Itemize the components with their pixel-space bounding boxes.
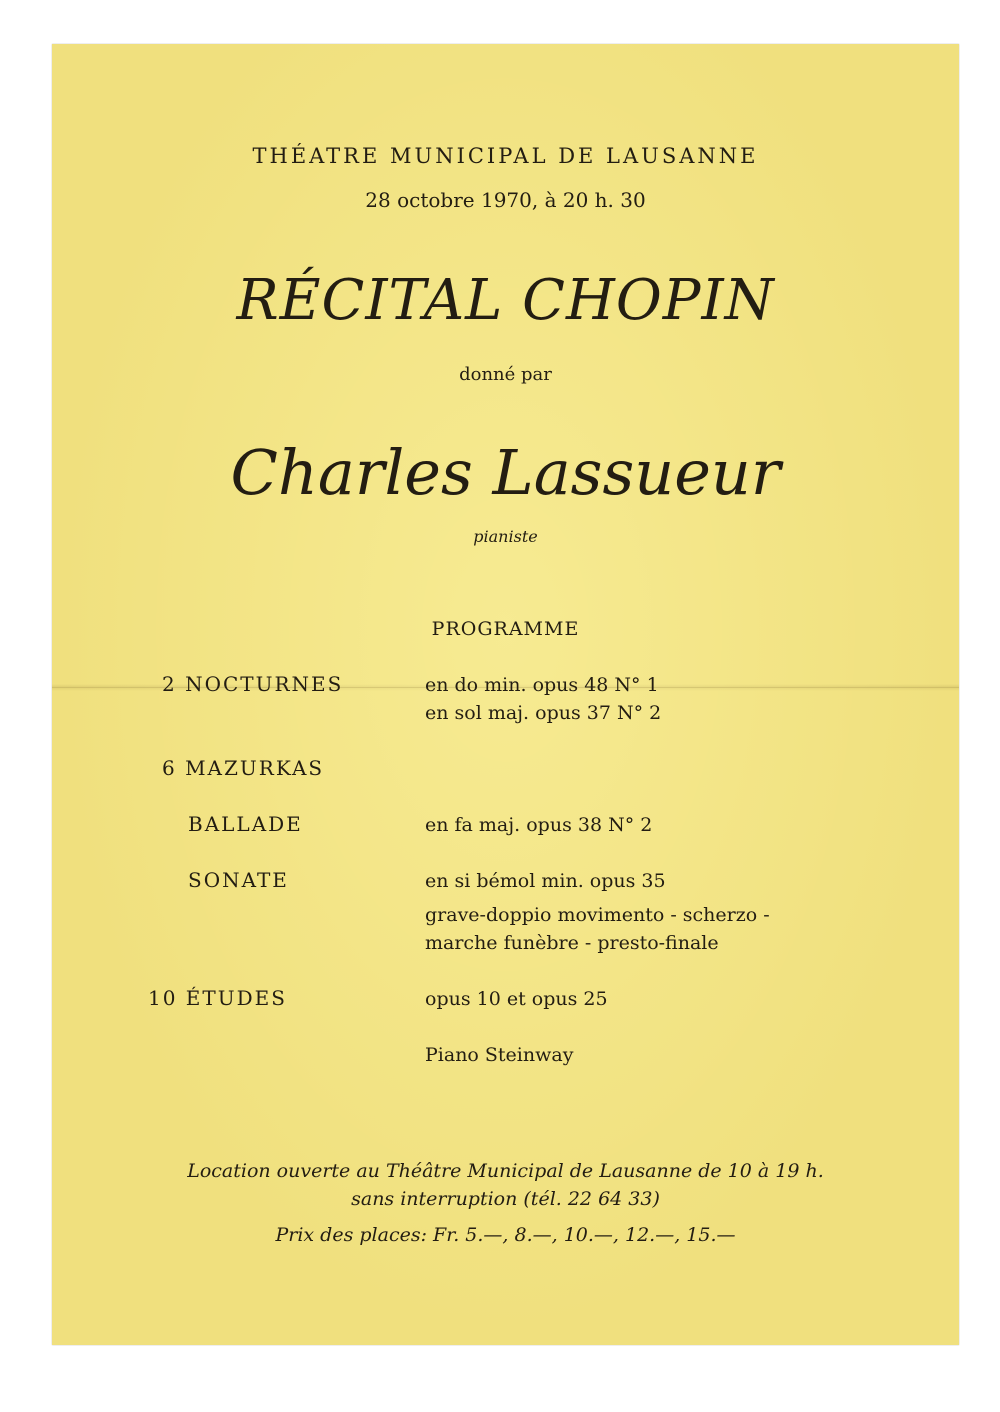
- programme-heading: PROGRAMME: [431, 618, 580, 640]
- theatre-name: THÉATRE MUNICIPAL DE LAUSANNE: [252, 144, 759, 168]
- piano-note: Piano Steinway: [425, 1044, 574, 1066]
- performer-name: Charles Lassueur: [230, 436, 781, 509]
- programme-item-detail: en si bémol min. opus 35: [425, 870, 666, 892]
- programme-item-detail: marche funèbre - presto-finale: [425, 932, 719, 954]
- programme-item-detail: en do min. opus 48 N° 1: [425, 674, 659, 696]
- programme-item-nocturnes: 2 NOCTURNES: [162, 672, 344, 696]
- programme-item-detail: opus 10 et opus 25: [425, 988, 608, 1010]
- programme-item-sonate: SONATE: [188, 868, 289, 892]
- concert-date: 28 octobre 1970, à 20 h. 30: [365, 188, 646, 212]
- box-office-info: Location ouverte au Théâtre Municipal de Lausanne de 10 à 19 h.: [187, 1160, 824, 1182]
- programme-item-detail: grave-doppio movimento - scherzo -: [425, 904, 770, 926]
- recital-title: RÉCITAL CHOPIN: [236, 268, 775, 333]
- programme-item-detail: en fa maj. opus 38 N° 2: [425, 814, 653, 836]
- programme-item-etudes: 10 ÉTUDES: [148, 986, 287, 1010]
- box-office-hours: sans interruption (tél. 22 64 33): [351, 1188, 660, 1210]
- concert-flyer: [52, 44, 959, 1345]
- performer-role: pianiste: [473, 527, 538, 546]
- given-by-text: donné par: [459, 364, 552, 385]
- programme-item-mazurkas: 6 MAZURKAS: [162, 756, 325, 780]
- programme-item-ballade: BALLADE: [188, 812, 303, 836]
- programme-item-detail: en sol maj. opus 37 N° 2: [425, 702, 662, 724]
- ticket-prices: Prix des places: Fr. 5.—, 8.—, 10.—, 12.—, 15.—: [275, 1224, 736, 1246]
